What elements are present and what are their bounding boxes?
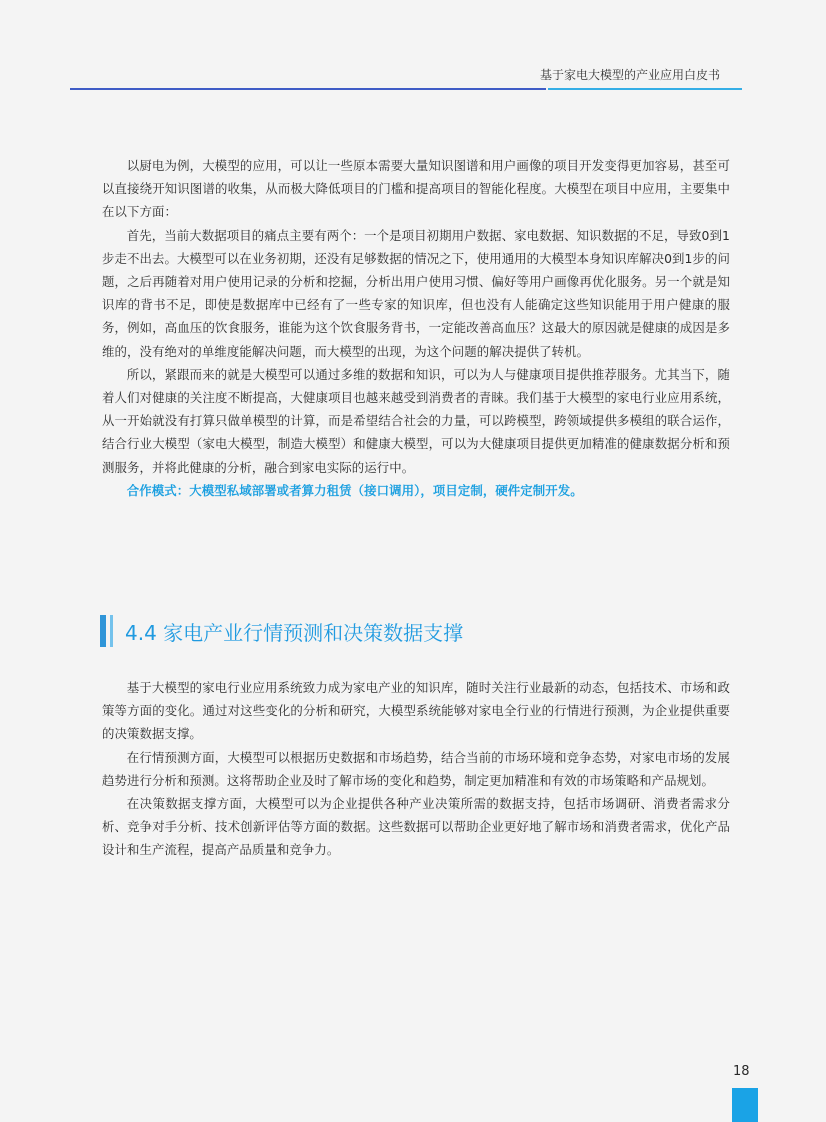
- section-heading-text: 4.4 家电产业行情预测和决策数据支撑: [125, 620, 464, 645]
- heading-accent-bar: [100, 615, 106, 647]
- running-header-title: 基于家电大模型的产业应用白皮书: [540, 68, 721, 82]
- paragraph: 基于大模型的家电行业应用系统致力成为家电产业的知识库，随时关注行业最新的动态，包括技术、市场和政策等方面的变化。通过对这些变化的分析和研究，大模型系统能够对家电全行业的行情进行预测，为企业提供重要的决策数据支撑。: [102, 680, 730, 742]
- paragraph: 首先，当前大数据项目的痛点主要有两个：一个是项目初期用户数据、家电数据、知识数据的不足，导致0到1步走不出去。大模型可以在业务初期，还没有足够数据的情况之下，使用通用的大模型本身知识库解决0到1步的问题，之后再随着对用户使用记录的分析和挖掘，分析出用户使用习惯、偏好等用户画像再优化服务。另一个就是知识库的背书不足，即使是数据库中已经有了一些专家的知识库，但也没有人能确定这些知识能用于用户健康的服务，例如，高血压的饮食服务，谁能为这个饮食服务背书，一定能改善高血压？这最大的原因就是健康的成因是多维的，没有绝对的单维度能解决问题，而大模型的出现，为这个问题的解决提供了转机。: [102, 227, 731, 359]
- heading-accent-bar-light: [110, 615, 113, 647]
- section-heading: [100, 614, 463, 648]
- paragraph: 在行情预测方面，大模型可以根据历史数据和市场趋势，结合当前的市场环境和竞争态势，对家电市场的发展趋势进行分析和预测。这将帮助企业及时了解市场的变化和趋势，制定更加精准和有效的市场策略和产品规划。: [102, 749, 730, 788]
- body-text-top: [102, 154, 730, 502]
- page-number-block: [732, 1088, 758, 1122]
- header-rule-cyan: [548, 88, 742, 90]
- header-rule-blue: [70, 88, 546, 90]
- page-number: 18: [733, 1064, 750, 1079]
- paragraph: 以厨电为例，大模型的应用，可以让一些原本需要大量知识图谱和用户画像的项目开发变得更加容易，甚至可以直接绕开知识图谱的收集，从而极大降低项目的门槛和提高项目的智能化程度。大模型在项目中应用，主要集中在以下方面：: [102, 158, 730, 220]
- body-text-bottom: [102, 676, 730, 862]
- cooperation-mode-text: 合作模式：大模型私域部署或者算力租赁（接口调用），项目定制，硬件定制开发。: [126, 482, 583, 498]
- paragraph: 所以，紧跟而来的就是大模型可以通过多维的数据和知识，可以为人与健康项目提供推荐服务。尤其当下，随着人们对健康的关注度不断提高，大健康项目也越来越受到消费者的青睐。我们基于大模型的家电行业应用系统，从一开始就没有打算只做单模型的计算，而是希望结合社会的力量，可以跨模型，跨领域提供多模组的联合运作，结合行业大模型（家电大模型，制造大模型）和健康大模型，可以为大健康项目提供更加精准的健康数据分析和预测服务，并将此健康的分析，融合到家电实际的运行中。: [102, 366, 730, 475]
- paragraph: 在决策数据支撑方面，大模型可以为企业提供各种产业决策所需的数据支持，包括市场调研、消费者需求分析、竞争对手分析、技术创新评估等方面的数据。这些数据可以帮助企业更好地了解市场和消费者需求，优化产品设计和生产流程，提高产品质量和竞争力。: [102, 796, 730, 858]
